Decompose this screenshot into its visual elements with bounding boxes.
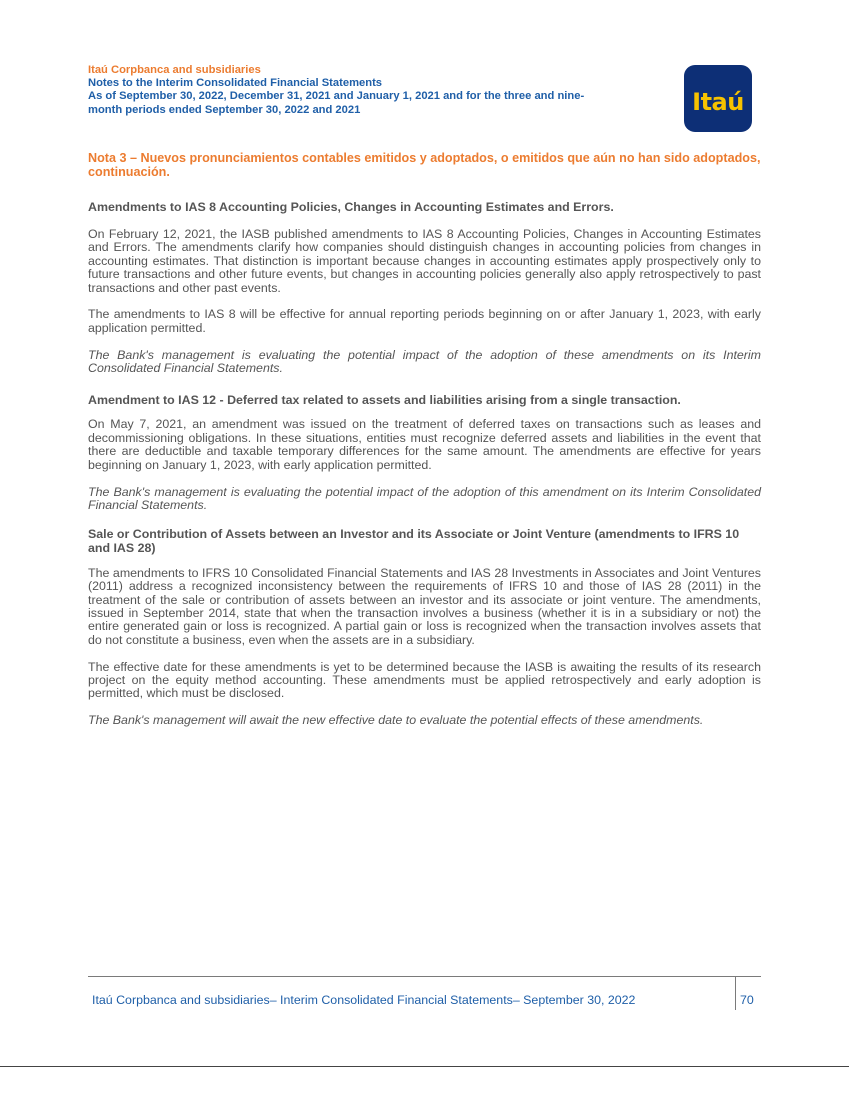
header-period-line-1: As of September 30, 2022, December 31, 2021 and January 1, 2021 and for the three and nine- xyxy=(88,90,585,103)
header-company: Itaú Corpbanca and subsidiaries xyxy=(88,64,261,76)
management-note-ias12: The Bank's management is evaluating the potential impact of the adoption of this amendment on its Interim Consolidated Financial Statements. xyxy=(88,484,761,512)
footer-text: Itaú Corpbanca and subsidiaries– Interim Consolidated Financial Statements– September 30, 2022 xyxy=(92,993,636,1007)
header-notes-title: Notes to the Interim Consolidated Financial Statements xyxy=(88,77,383,90)
paragraph-ias8-2: The amendments to IAS 8 will be effective for annual reporting periods beginning on or after January 1, 2023, with early application permitted. xyxy=(88,307,761,335)
paragraph-ias12-1: On May 7, 2021, an amendment was issued on the treatment of deferred taxes on transactions such as leases and decommissioning obligations. In these situations, entities must recognize deferred assets and liabilities in the event that there are deductible and taxable temporary differences for the same amount. The amendments are effective for years beginning on January 1, 2023, with early application permitted. xyxy=(88,417,761,472)
header-period-line-2: month periods ended September 30, 2022 and 2021 xyxy=(88,103,361,116)
main-content xyxy=(88,151,761,728)
footer-rule xyxy=(88,976,761,977)
footer-divider xyxy=(735,977,736,1010)
paragraph-ifrs10-1: The amendments to IFRS 10 Consolidated Financial Statements and IAS 28 Investments in Associates and Joint Ventures (2011) address a recognized inconsistency between the requirements of IFRS 10 and those of IAS 28 (2011) in the treatment of the sale or contribution of assets between an investor and its associate or joint venture. The amendments, issued in September 2014, state that when the transaction involves a business (whether it is in a subsidiary or not) the entire generated gain or loss is recognized. A partial gain or loss is recognized when the transaction involves assets that do not constitute a business, even when the assets are in a subsidiary. xyxy=(88,565,761,647)
page-header xyxy=(88,64,668,117)
page-number: 70 xyxy=(740,993,754,1007)
management-note-ifrs10: The Bank's management will await the new effective date to evaluate the potential effects of these amendments. xyxy=(88,713,704,728)
itau-logo-text: Itaú xyxy=(692,87,744,116)
section-title-ias8: Amendments to IAS 8 Accounting Policies, Changes in Accounting Estimates and Errors. xyxy=(88,200,614,214)
nota-title: Nota 3 – Nuevos pronunciamientos contables emitidos y adoptados, o emitidos que aún no han sido adoptados, continuación. xyxy=(88,151,761,179)
section-title-ifrs10-ias28: Sale or Contribution of Assets between an Investor and its Associate or Joint Venture (amendments to IFRS 10 and IAS 28) xyxy=(88,527,740,555)
paragraph-ias8-1: On February 12, 2021, the IASB published amendments to IAS 8 Accounting Policies, Changes in Accounting Estimates and Errors. The amendments clarify how companies should distinguish changes in accounting policies from changes in accounting estimates. That distinction is important because changes in accounting estimates apply prospectively only to future transactions and other future events, but changes in accounting policies generally also apply retrospectively to past transactions and other past events. xyxy=(88,226,761,295)
page-bottom-rule xyxy=(0,1066,849,1067)
paragraph-ifrs10-2: The effective date for these amendments is yet to be determined because the IASB is awaiting the results of its research project on the equity method accounting. These amendments must be applied retrospectively and early adoption is permitted, which must be disclosed. xyxy=(88,659,761,701)
itau-logo xyxy=(684,65,752,132)
section-title-ias12: Amendment to IAS 12 - Deferred tax related to assets and liabilities arising from a single transaction. xyxy=(88,392,681,407)
management-note-ias8: The Bank's management is evaluating the potential impact of the adoption of these amendments on its Interim Consolidated Financial Statements. xyxy=(88,347,761,376)
